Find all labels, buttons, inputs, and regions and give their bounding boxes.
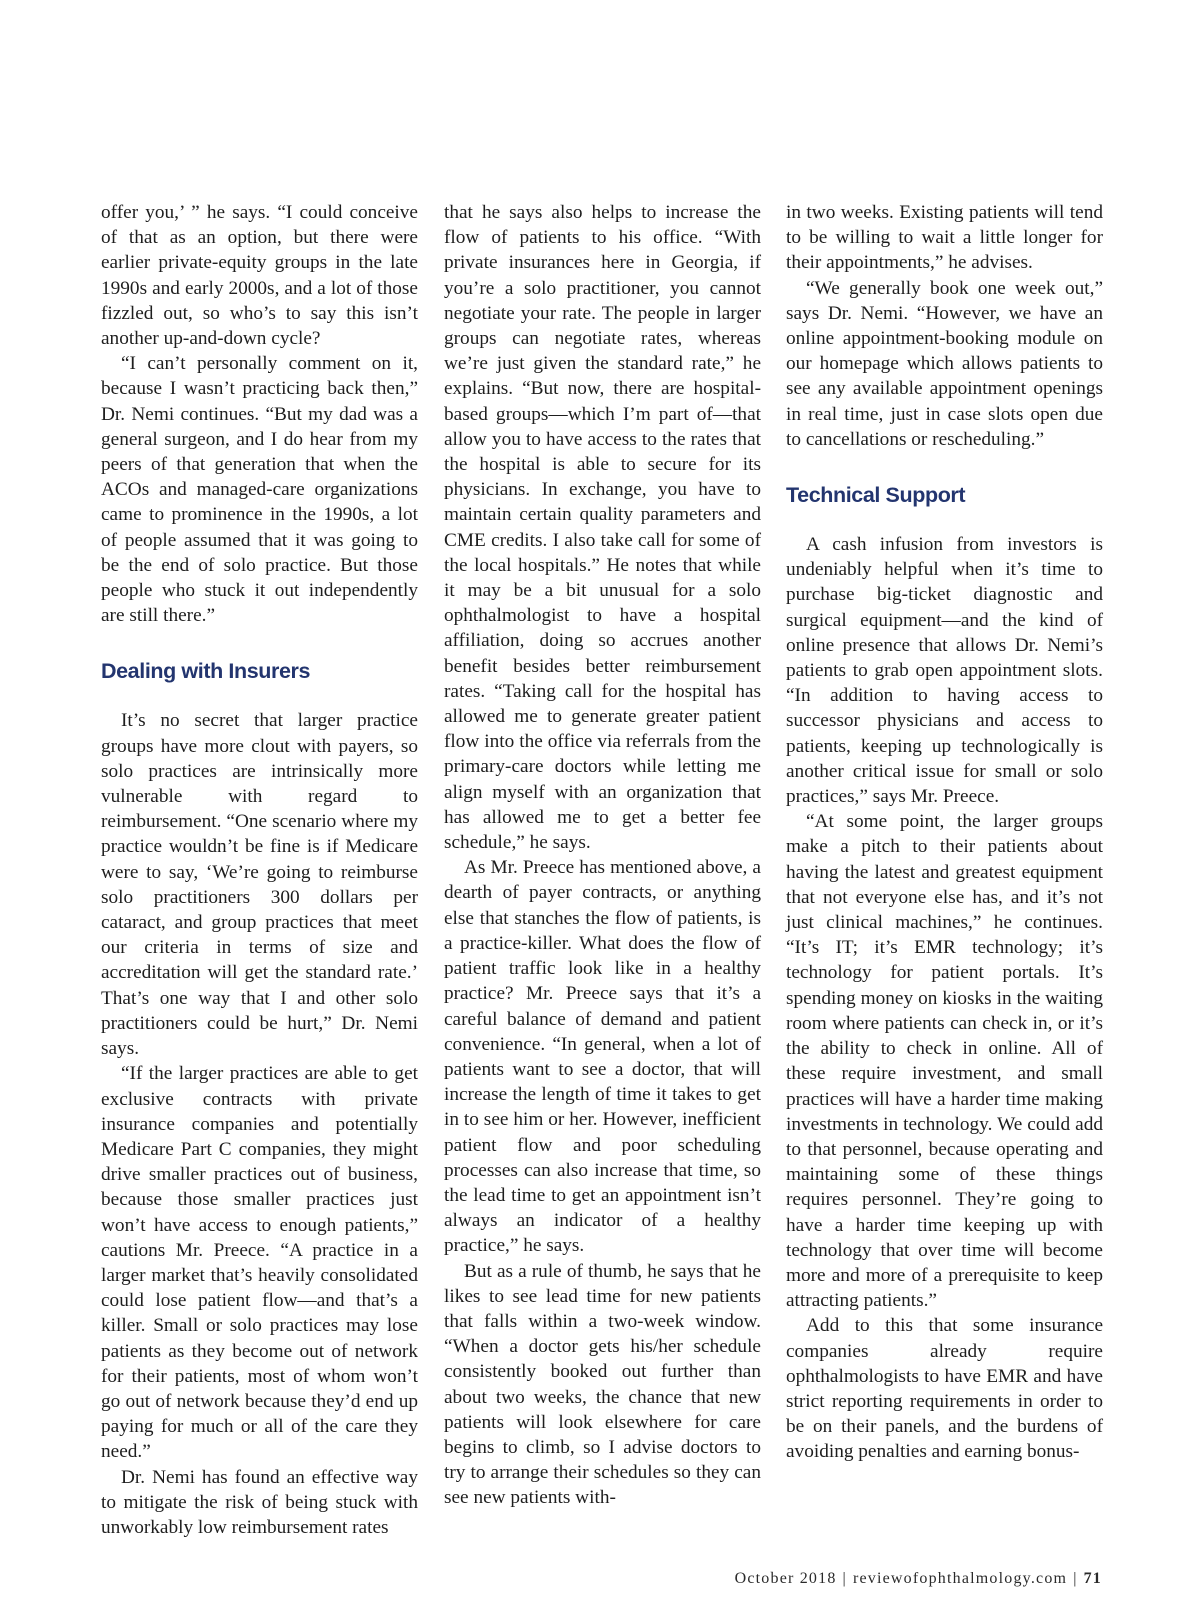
page-number: 71	[1083, 1570, 1102, 1587]
body-paragraph: “We generally book one week out,” says Dr. Nemi. “However, we have an online appointment-booking module on our homepage which allows patients to see any available appointment openings in real time, just in case slots open due to cancellations or rescheduling.”	[786, 277, 1103, 450]
body-paragraph: A cash infusion from investors is undeniably helpful when it’s time to purchase big-ticket diagnostic and surgical equipment—and the kind of online presence that allows Dr. Nemi’s patients to grab open appointment slots. “In addition to having access to successor physicians and access to patients, keeping up technologically is another critical issue for small or solo practices,” says Mr. Preece.	[786, 534, 1103, 808]
article-column-3	[786, 200, 1103, 1465]
body-paragraph: “If the larger practices are able to get exclusive contracts with private insurance companies and potentially Medicare Part C companies, they might drive smaller practices out of business, because those smaller practices just won’t have access to enough patients,” cautions Mr. Preece. “A practice in a larger market that’s heavily consolidated could lose patient flow—and that’s a killer. Small or solo practices may lose patients as they become out of network for their patients, most of whom won’t go out of network because they’d end up paying for much or all of the care they need.”	[101, 1063, 418, 1463]
page-footer	[735, 1570, 1102, 1588]
footer-separator: |	[1073, 1570, 1078, 1587]
section-heading: Dealing with Insurers	[101, 659, 311, 684]
article-column-1	[101, 200, 418, 1540]
body-paragraph: It’s no secret that larger practice groups have more clout with payers, so solo practices are intrinsically more vulnerable with regard to reimbursement. “One scenario where my practice wouldn’t be fine is if Medicare were to say, ‘We’re going to reimburse solo practitioners 300 dollars per cataract, and group practices that meet our criteria in terms of size and accreditation will get the standard rate.’ That’s one way that I and other solo practitioners could be hurt,” Dr. Nemi says.	[101, 710, 418, 1060]
body-paragraph: As Mr. Preece has mentioned above, a dearth of payer contracts, or anything else that stanches the flow of patients, is a practice-killer. What does the flow of patient traffic look like in a healthy practice? Mr. Preece says that it’s a careful balance of demand and patient convenience. “In general, when a lot of patients want to see a doctor, that will increase the length of time it takes to get in to see him or her. However, inefficient patient flow and poor scheduling processes can also increase that time, so the lead time to get an appointment isn’t always an indicator of a healthy practice,” he says.	[444, 857, 761, 1257]
article-column-2	[444, 200, 761, 1511]
footer-website[interactable]: reviewofophthalmology.com	[852, 1570, 1068, 1587]
body-paragraph: “I can’t personally comment on it, because I wasn’t practicing back then,” Dr. Nemi continues. “But my dad was a general surgeon, and I do hear from my peers of that generation that when the ACOs and managed-care organizations came to prominence in the 1990s, a lot of people assumed that it was going to be the end of solo practice. But those people who stuck it out independently are still there.”	[101, 353, 418, 627]
body-paragraph: that he says also helps to increase the flow of patients to his office. “With private insurances here in Georgia, if you’re a solo practitioner, you cannot negotiate your rate. The people in larger groups can negotiate rates, whereas we’re just given the standard rate,” he explains. “But now, there are hospital-based groups—which I’m part of—that allow you to have access to the rates that the hospital is able to secure for its physicians. In exchange, you have to maintain certain quality parameters and CME credits. I also take call for some of the local hospitals.” He notes that while it may be a bit unusual for a solo ophthalmologist to have a hospital affiliation, doing so accrues another benefit besides better reimbursement rates. “Taking call for the hospital has allowed me to generate greater patient flow into the office via referrals from the primary-care doctors while letting me align myself with an organization that has allowed me to get a better fee schedule,” he says.	[444, 202, 761, 854]
body-paragraph: “At some point, the larger groups make a pitch to their patients about having the latest and greatest equipment that not everyone else has, and it’s not just clinical machines,” he continues. “It’s IT; it’s EMR technology; it’s technology for patient portals. It’s spending money on kiosks in the waiting room where patients can check in, or it’s the ability to check in online. All of these require investment, and small practices will have a harder time making investments in technology. We could add to that personnel, because operating and maintaining some of these things requires personnel. They’re going to have a harder time keeping up with technology that over time will become more and more of a prerequisite to keep attracting patients.”	[786, 811, 1103, 1312]
body-paragraph: in two weeks. Existing patients will tend to be willing to wait a little longer for their appointments,” he advises.	[786, 202, 1103, 274]
body-paragraph: Dr. Nemi has found an effective way to mitigate the risk of being stuck with unworkably low reimbursement rates	[101, 1466, 418, 1538]
body-paragraph: But as a rule of thumb, he says that he likes to see lead time for new patients that falls within a two-week window. “When a doctor gets his/her schedule consistently booked out further than about two weeks, the chance that new patients will look elsewhere for care begins to climb, so I advise doctors to try to arrange their schedules so they can see new patients with-	[444, 1260, 761, 1509]
section-heading: Technical Support	[786, 483, 966, 508]
footer-separator: |	[842, 1570, 847, 1587]
body-paragraph: offer you,’ ” he says. “I could conceive of that as an option, but there were earlier private-equity groups in the late 1990s and early 2000s, and a lot of those fizzled out, so who’s to say this isn’t another up-and-down cycle?	[101, 202, 418, 350]
footer-date: October 2018	[734, 1570, 837, 1587]
body-paragraph: Add to this that some insurance companies already require ophthalmologists to have EMR and have strict reporting requirements in order to be on their panels, and the burdens of avoiding penalties and earning bonus-	[786, 1315, 1103, 1463]
